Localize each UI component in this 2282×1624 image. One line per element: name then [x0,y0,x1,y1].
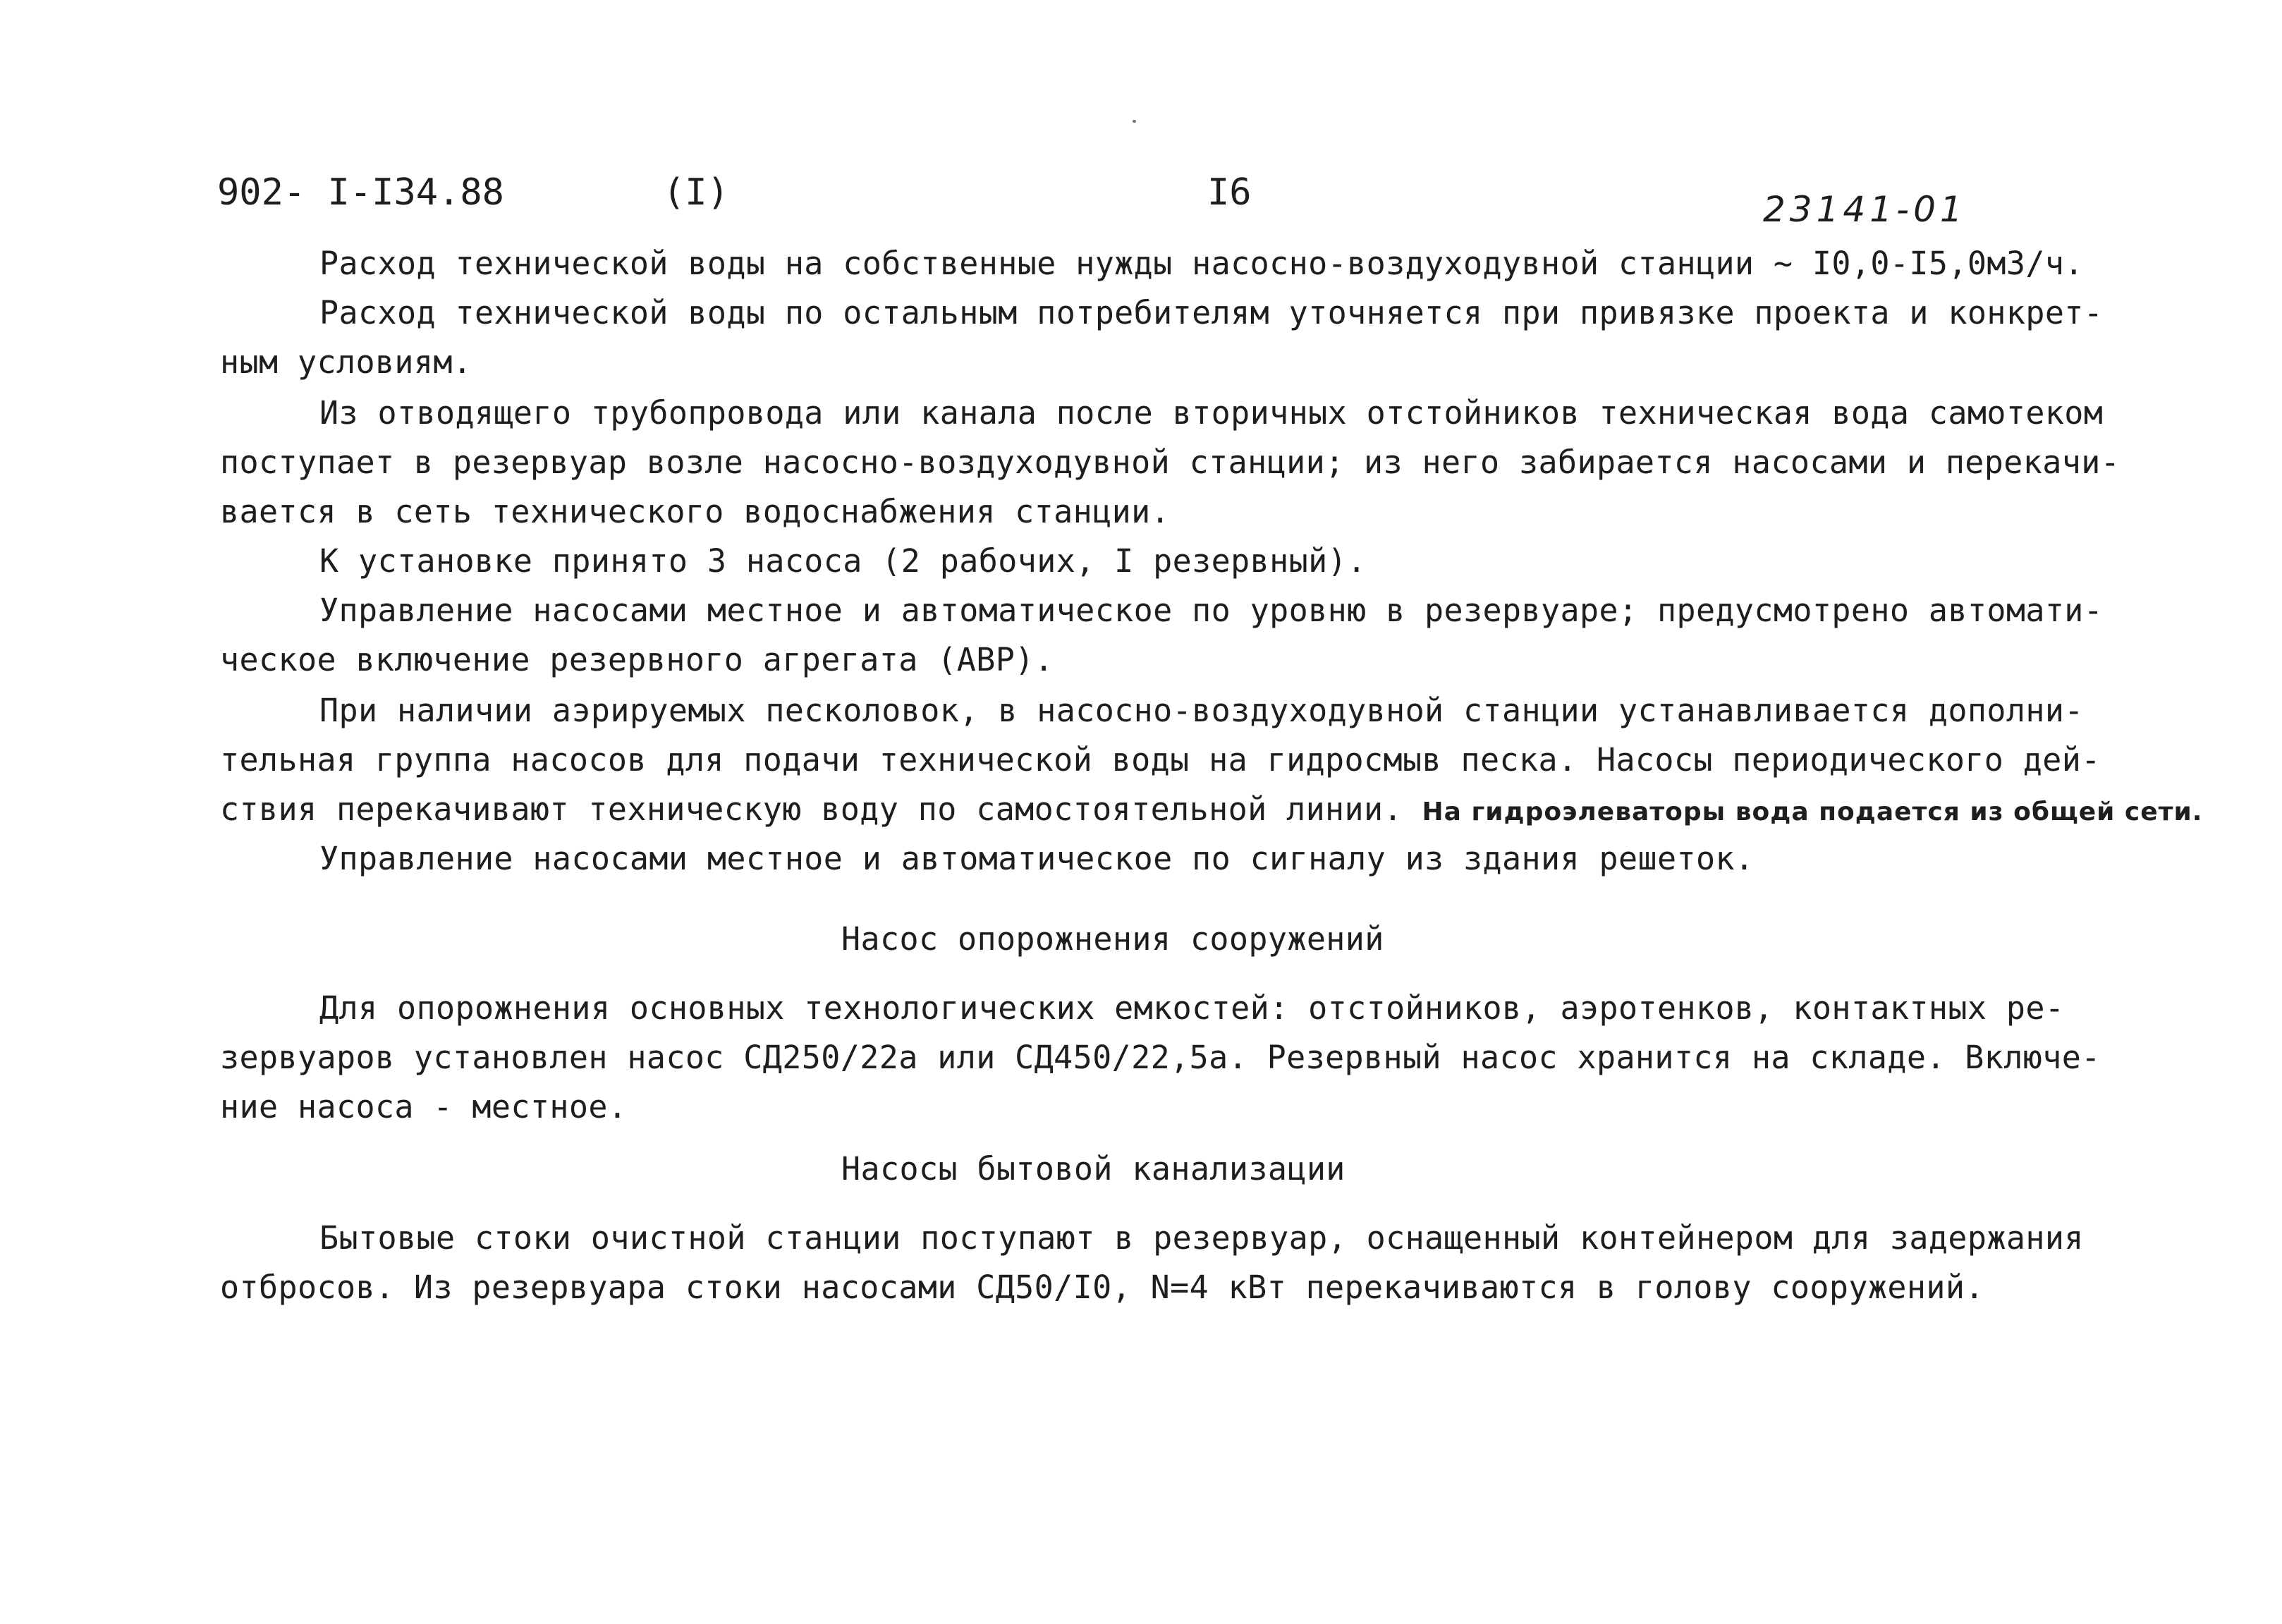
paragraph-line: ческое включение резервного агрегата (АВР). [220,641,1054,678]
section-heading-sewage-pumps: Насосы бытовой канализации [841,1150,1346,1188]
paragraph-line: Управление насосами местное и автоматическое по сигналу из здания решеток. [319,840,1755,877]
paragraph-line: Для опорожнения основных технологических емкостей: отстойников, аэротенков, контактных ре- [319,989,2065,1027]
paragraph-line: Управление насосами местное и автоматическое по уровню в резервуаре; предусмотрено автомати- [319,592,2104,629]
handwritten-note: На гидроэлеваторы вода подается из общей сети. [1422,798,2203,826]
paragraph-line: К установке принято 3 насоса (2 рабочих, I резервный). [319,542,1367,580]
archive-number: 23141-01 [1763,189,1967,230]
paragraph-line: Расход технической воды по остальным потребителям уточняется при привязке проекта и конкрет- [319,294,2104,331]
scan-speck [1133,120,1136,123]
section-heading-drain-pump: Насос опорожнения сооружений [841,920,1384,958]
paragraph-line: ние насоса - местное. [220,1088,628,1125]
typed-text: ствия перекачивают техническую воду по самостоятельной линии. [220,790,1403,828]
project-code: 902- I-I34.88 [217,171,504,214]
paragraph-line [220,788,2202,834]
paragraph-line: тельная группа насосов для подачи технической воды на гидросмыв песка. Насосы периодического дей- [220,741,2101,779]
paragraph-line: Из отводящего трубопровода или канала после вторичных отстойников техническая вода самотеком [319,394,2104,432]
paragraph-line: зервуаров установлен насос СД250/22а или СД450/22,5а. Резервный насос хранится на складе. Включе- [220,1039,2101,1076]
paragraph-line: поступает в резервуар возле насосно-воздуходувной станции; из него забирается насосами и перекачи- [220,444,2121,481]
paragraph-line: вается в сеть технического водоснабжения станции. [220,493,1171,530]
paragraph-line: При наличии аэрируемых песколовок, в насосно-воздуходувной станции устанавливается дополни- [319,692,2084,729]
paragraph-line: Бытовые стоки очистной станции поступают в резервуар, оснащенный контейнером для задержания [319,1219,2084,1257]
revision-number: (I) [663,171,729,214]
paragraph-line: отбросов. Из резервуара стоки насосами СД50/I0, N=4 кВт перекачиваются в голову сооружений. [220,1269,1984,1306]
paragraph-line: Расход технической воды на собственные нужды насосно-воздуходувной станции ~ I0,0-I5,0м3/ч. [319,245,2084,282]
paragraph-line: ным условиям. [220,343,472,381]
page-number: I6 [1207,171,1252,214]
